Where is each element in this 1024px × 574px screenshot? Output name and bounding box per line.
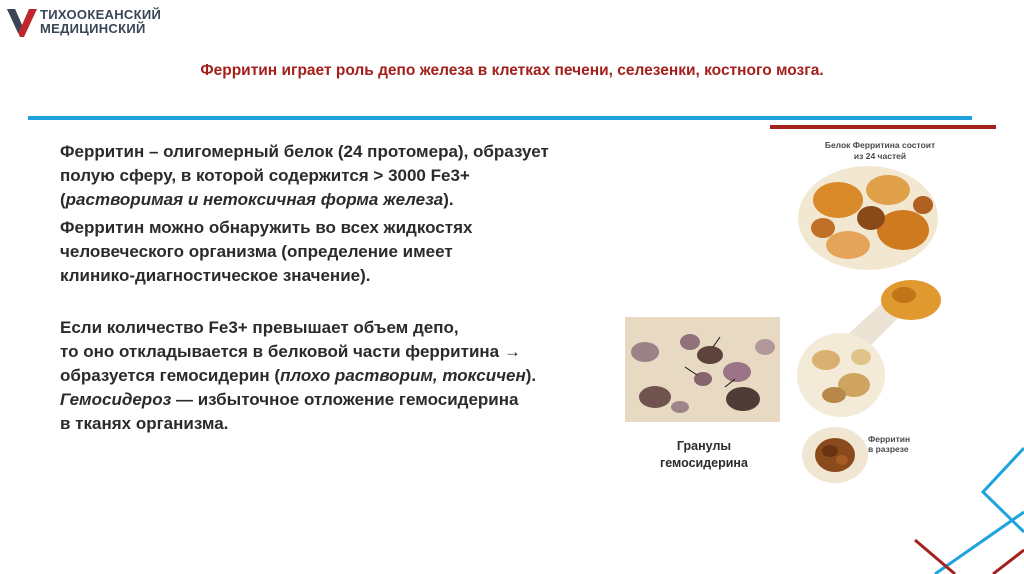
p1-line1: Ферритин – олигомерный белок (24 протомера), образует xyxy=(60,142,549,161)
cut-caption-line1: Ферритин xyxy=(868,434,911,444)
divider-red xyxy=(770,125,996,129)
p3-line3b: ). xyxy=(525,366,537,385)
p3-line1: Если количество Fe3+ превышает объем депо, xyxy=(60,318,459,337)
p1-line2: полую сферу, в которой содержится > 3000 Fe3+ xyxy=(60,166,470,185)
main-text xyxy=(60,140,670,440)
divider-blue xyxy=(28,116,972,120)
protein-caption-line2: из 24 частей xyxy=(853,151,907,161)
p3-line2: то оно откладывается в белковой части ферритина → xyxy=(60,342,521,361)
logo-line1: ТИХООКЕАНСКИЙ xyxy=(40,7,162,22)
paragraph-ferritin-structure xyxy=(60,140,670,212)
paragraph-hemosiderin xyxy=(60,316,670,436)
p2-line1: Ферритин можно обнаружить во всех жидкостях xyxy=(60,218,473,237)
micro-caption-line2: гемосидерина xyxy=(660,456,748,470)
ferritin-sphere-image xyxy=(793,160,943,272)
p1-open: ( xyxy=(60,190,66,209)
p1-close: ). xyxy=(443,190,454,209)
p3-line3a: образуется гемосидерин ( xyxy=(60,366,281,385)
logo-line2: МЕДИЦИНСКИЙ xyxy=(40,21,146,36)
p2-line3: клинико-диагностическое значение). xyxy=(60,266,371,285)
logo xyxy=(5,5,175,41)
micro-caption-line1: Гранулы xyxy=(676,439,732,453)
cut-caption-line2: в разрезе xyxy=(868,444,909,454)
hemosiderin-micrograph-image xyxy=(625,317,780,422)
university-logo-icon xyxy=(5,5,39,39)
p3-line3-italic: плохо растворим, токсичен xyxy=(280,366,526,385)
slide-title: Ферритин играет роль депо железа в клетках печени, селезенки, костного мозга. xyxy=(200,62,824,79)
p3-line5: в тканях организма. xyxy=(60,414,229,433)
protein-caption-line1: Белок Ферритина состоит xyxy=(824,140,936,150)
ferritin-cross-section-image xyxy=(800,425,870,485)
p1-italic: растворимая и нетоксичная форма железа xyxy=(65,190,444,209)
p2-line2: человеческого организма (определение имеет xyxy=(60,242,453,261)
paragraph-ferritin-fluids xyxy=(60,216,670,288)
ferritin-subunit-image xyxy=(796,275,944,420)
logo-text xyxy=(40,8,161,36)
decorative-corner-lines-icon xyxy=(905,440,1024,574)
p3-hemosiderosis-term: Гемосидероз xyxy=(60,390,172,409)
protein-caption xyxy=(800,140,960,162)
micrograph-caption xyxy=(640,438,768,472)
p3-line4b: — избыточное отложение гемосидерина xyxy=(171,390,519,409)
